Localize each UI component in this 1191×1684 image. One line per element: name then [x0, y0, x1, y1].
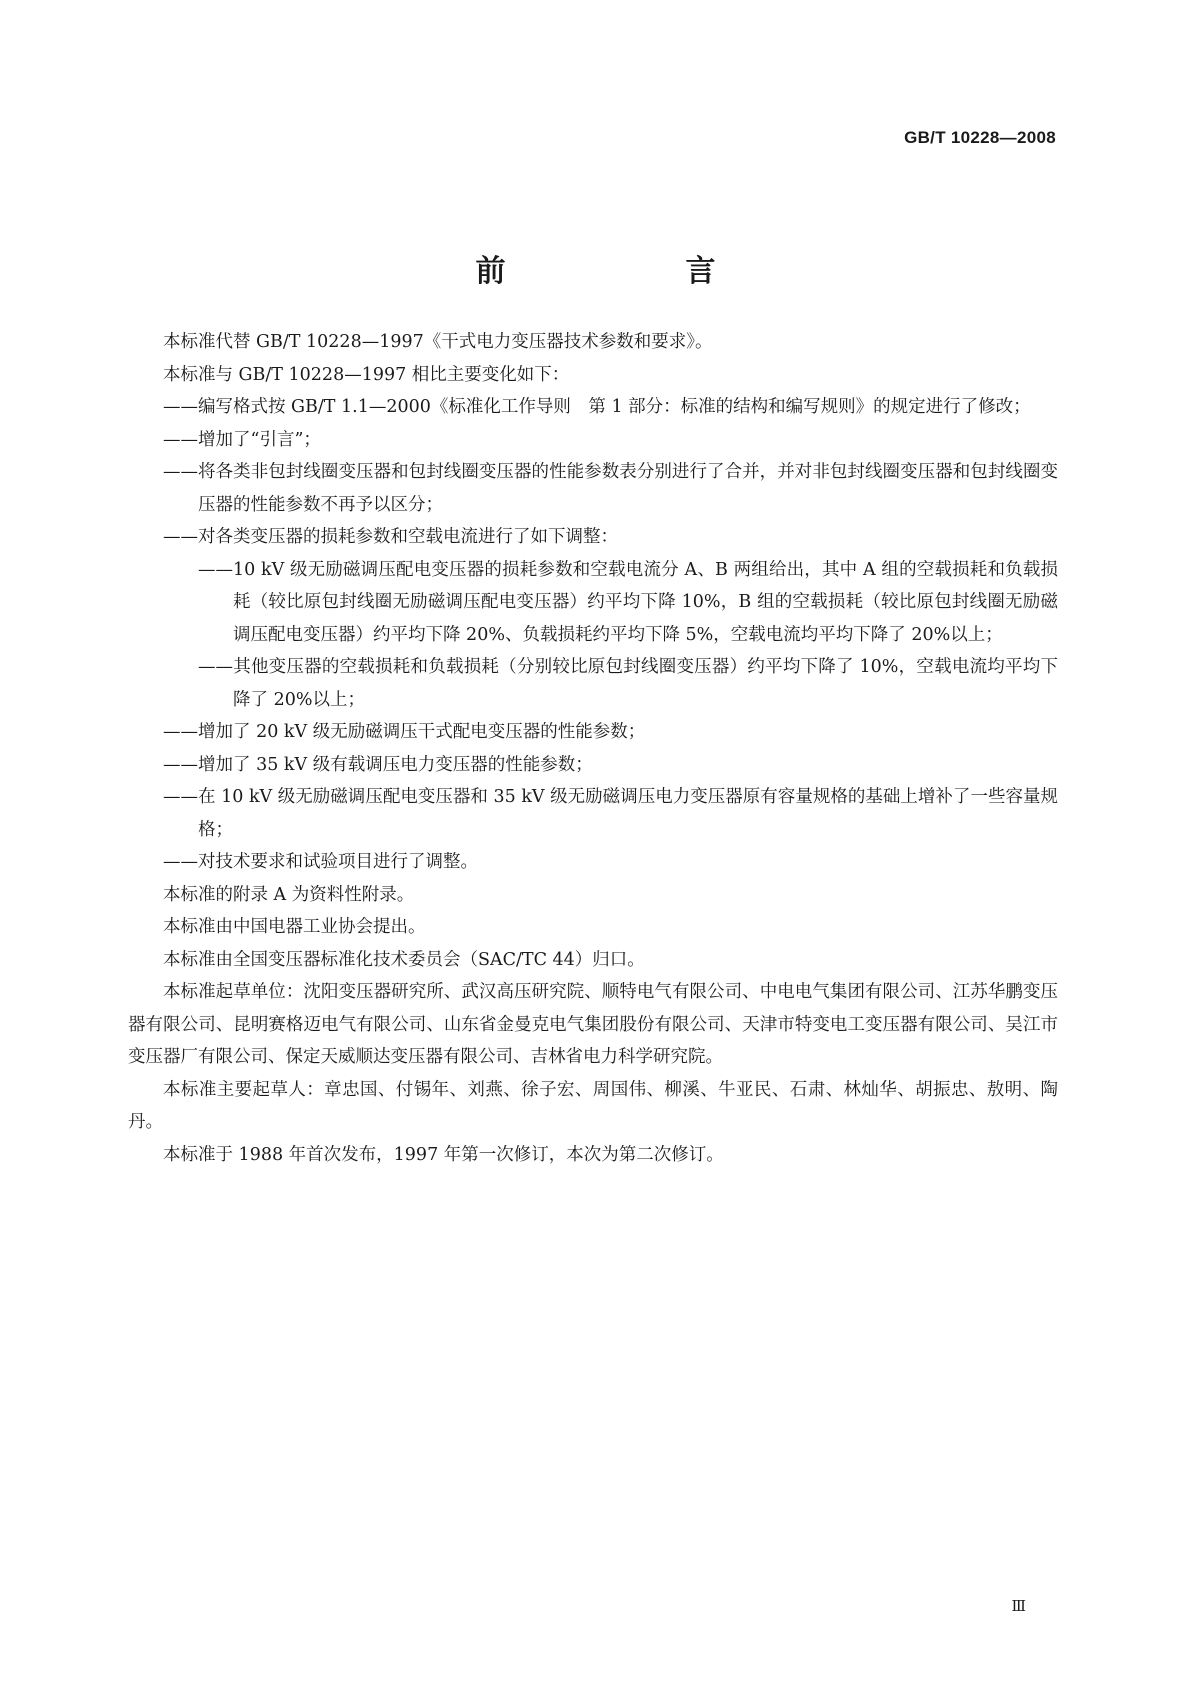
foreword-body	[128, 326, 1058, 1171]
change-list-item: ——增加了 20 kV 级无励磁调压干式配电变压器的性能参数；	[163, 722, 646, 742]
paragraph: 本标准于 1988 年首次发布，1997 年第一次修订，本次为第二次修订。	[163, 1144, 724, 1165]
paragraph: 本标准由中国电器工业协会提出。	[163, 917, 426, 937]
paragraph: 本标准与 GB/T 10228—1997 相比主要变化如下：	[163, 364, 570, 385]
change-list-item: ——在 10 kV 级无励磁调压配电变压器和 35 kV 级无励磁调压电力变压器原有容量规格的基础上增补了一些容量规格；	[163, 787, 1058, 840]
change-sub-item: ——10 kV 级无励磁调压配电变压器的损耗参数和空载电流分 A、B 两组给出，其中 A 组的空载损耗和负载损耗（较比原包封线圈无励磁调压配电变压器）约平均下降 10%，B 组的空载损耗（较比原包封线圈无励磁调压配电变压器）约平均下降 20%、负载损耗约平均下降 5%，空载电流均平均下降了 20%以上；	[198, 559, 1058, 645]
change-list-item: ——增加了“引言”；	[163, 429, 321, 450]
page-title: 前 言	[475, 254, 756, 290]
paragraph: 本标准由全国变压器标准化技术委员会（SAC/TC 44）归口。	[163, 949, 645, 970]
change-list-item: ——对技术要求和试验项目进行了调整。	[163, 852, 478, 872]
drafting-units-paragraph: 本标准起草单位：沈阳变压器研究所、武汉高压研究院、顺特电气有限公司、中电电气集团有限公司、江苏华鹏变压器有限公司、昆明赛格迈电气有限公司、山东省金曼克电气集团股份有限公司、天津市特变电工变压器有限公司、吴江市变压器厂有限公司、保定天威顺达变压器有限公司、吉林省电力科学研究院。	[128, 982, 1058, 1067]
page-number: Ⅲ	[1011, 1597, 1026, 1615]
change-sub-item: ——其他变压器的空载损耗和负载损耗（分别较比原包封线圈变压器）约平均下降了 10%，空载电流均平均下降了 20%以上；	[198, 657, 1058, 710]
document-code: GB/T 10228—2008	[904, 128, 1056, 147]
drafters-paragraph: 本标准主要起草人：章忠国、付锡年、刘燕、徐子宏、周国伟、柳溪、牛亚民、石肃、林灿华、胡振忠、敖明、陶丹。	[128, 1079, 1058, 1132]
change-list-item: ——对各类变压器的损耗参数和空载电流进行了如下调整：	[163, 527, 618, 547]
paragraph: 本标准的附录 A 为资料性附录。	[163, 884, 415, 905]
change-list-item: ——增加了 35 kV 级有载调压电力变压器的性能参数；	[163, 754, 593, 775]
change-list-item: ——编写格式按 GB/T 1.1—2000《标准化工作导则 第 1 部分：标准的结构和编写规则》的规定进行了修改；	[163, 397, 1031, 417]
change-list-item: ——将各类非包封线圈变压器和包封线圈变压器的性能参数表分别进行了合并，并对非包封线圈变压器和包封线圈变压器的性能参数不再予以区分；	[163, 462, 1058, 515]
paragraph: 本标准代替 GB/T 10228—1997《干式电力变压器技术参数和要求》。	[163, 332, 713, 352]
